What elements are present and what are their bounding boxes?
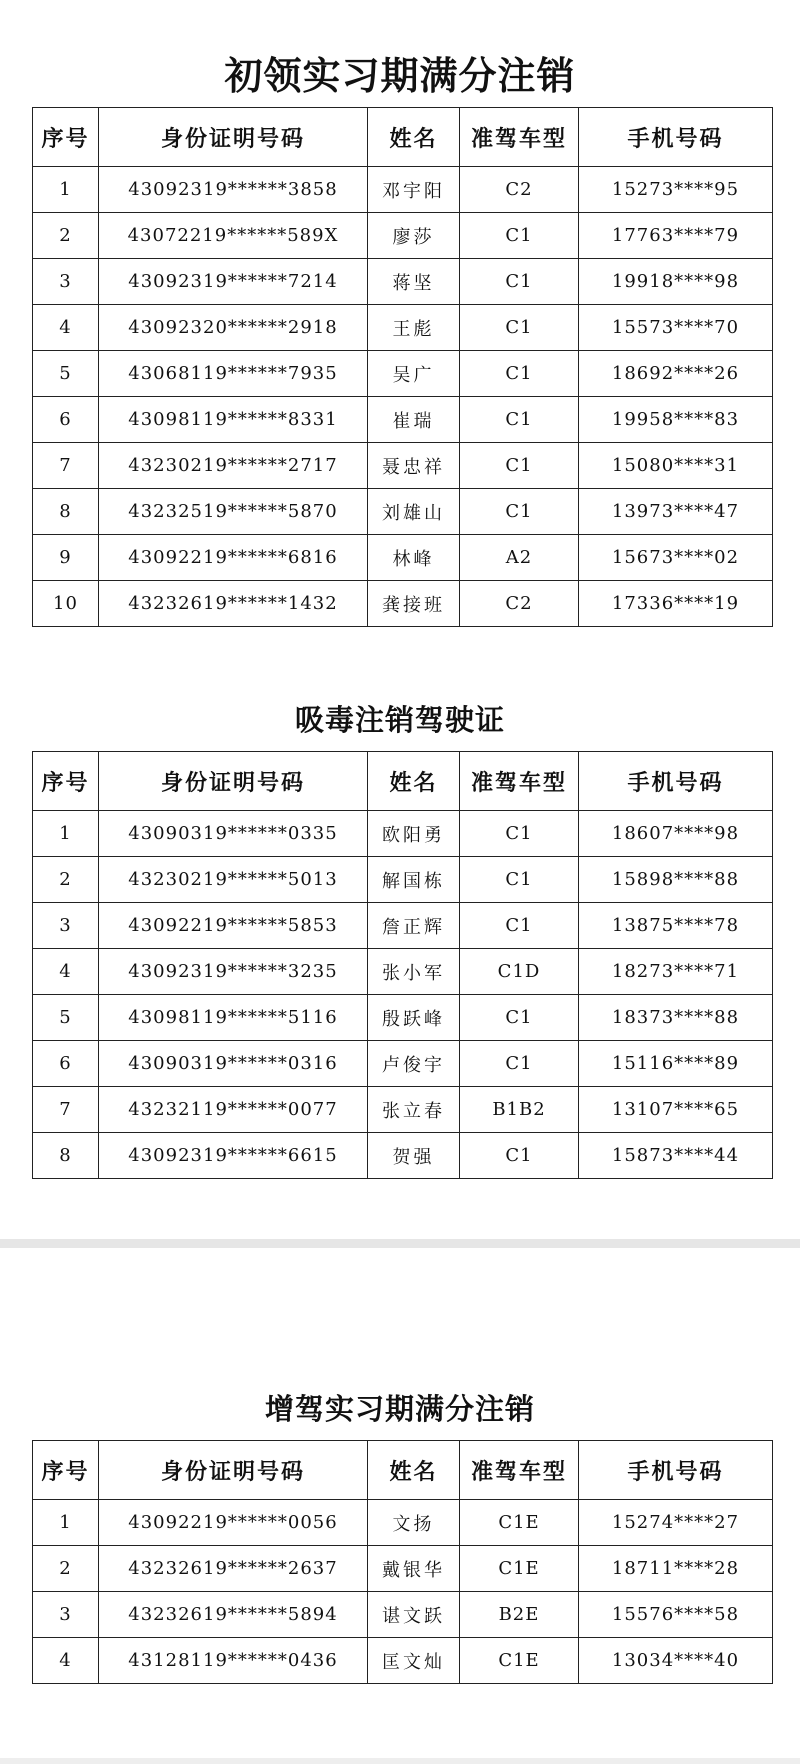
cell-phone: 18373****88	[579, 995, 773, 1041]
cell-phone: 19918****98	[579, 259, 773, 305]
cell-license-class: C1E	[460, 1546, 579, 1592]
table-header-row	[33, 1441, 773, 1500]
header-name: 姓名	[368, 1441, 460, 1500]
header-phone: 手机号码	[579, 1441, 773, 1500]
cell-license-class: C1	[460, 397, 579, 443]
cell-name: 龚接班	[368, 581, 460, 627]
cell-phone: 15116****89	[579, 1041, 773, 1087]
cell-id-number: 43232619******1432	[99, 581, 368, 627]
cell-index: 9	[33, 535, 99, 581]
cell-phone: 13973****47	[579, 489, 773, 535]
cell-phone: 13107****65	[579, 1087, 773, 1133]
cell-id-number: 43092319******7214	[99, 259, 368, 305]
table-row	[33, 167, 773, 213]
cell-id-number: 43068119******7935	[99, 351, 368, 397]
cell-phone: 13875****78	[579, 903, 773, 949]
header-phone: 手机号码	[579, 108, 773, 167]
cell-license-class: B1B2	[460, 1087, 579, 1133]
cell-name: 吴广	[368, 351, 460, 397]
cell-phone: 17763****79	[579, 213, 773, 259]
cell-id-number: 43092319******6615	[99, 1133, 368, 1179]
cell-license-class: C1	[460, 1041, 579, 1087]
cell-phone: 15273****95	[579, 167, 773, 213]
table-row	[33, 1638, 773, 1684]
header-id-number: 身份证明号码	[99, 108, 368, 167]
cell-name: 解国栋	[368, 857, 460, 903]
cell-phone: 15080****31	[579, 443, 773, 489]
header-phone: 手机号码	[579, 752, 773, 811]
header-id-number: 身份证明号码	[99, 1441, 368, 1500]
cell-id-number: 43090319******0335	[99, 811, 368, 857]
cell-license-class: B2E	[460, 1592, 579, 1638]
cell-license-class: C2	[460, 167, 579, 213]
header-name: 姓名	[368, 752, 460, 811]
cell-index: 8	[33, 1133, 99, 1179]
cell-name: 贺强	[368, 1133, 460, 1179]
cell-license-class: C1	[460, 305, 579, 351]
cell-license-class: C1	[460, 489, 579, 535]
table-row	[33, 489, 773, 535]
cell-name: 殷跃峰	[368, 995, 460, 1041]
table-row	[33, 397, 773, 443]
table-row	[33, 811, 773, 857]
cell-index: 1	[33, 1500, 99, 1546]
cell-license-class: C1	[460, 857, 579, 903]
cell-index: 2	[33, 857, 99, 903]
cell-id-number: 43092219******6816	[99, 535, 368, 581]
header-id-number: 身份证明号码	[99, 752, 368, 811]
cell-name: 聂忠祥	[368, 443, 460, 489]
header-name: 姓名	[368, 108, 460, 167]
table-body	[33, 1500, 773, 1684]
page-divider	[0, 1239, 800, 1248]
table-row	[33, 857, 773, 903]
cell-phone: 15576****58	[579, 1592, 773, 1638]
cell-name: 戴银华	[368, 1546, 460, 1592]
table-row	[33, 1546, 773, 1592]
table-row	[33, 995, 773, 1041]
cell-index: 2	[33, 1546, 99, 1592]
table-row	[33, 259, 773, 305]
page-divider-bottom	[0, 1758, 800, 1764]
header-index: 序号	[33, 108, 99, 167]
cell-id-number: 43092219******0056	[99, 1500, 368, 1546]
cell-id-number: 43232619******5894	[99, 1592, 368, 1638]
cell-index: 2	[33, 213, 99, 259]
cell-id-number: 43090319******0316	[99, 1041, 368, 1087]
cell-phone: 17336****19	[579, 581, 773, 627]
cell-name: 林峰	[368, 535, 460, 581]
cell-index: 5	[33, 351, 99, 397]
cell-phone: 15573****70	[579, 305, 773, 351]
cell-id-number: 43230219******5013	[99, 857, 368, 903]
cell-license-class: C1	[460, 259, 579, 305]
cell-name: 邓宇阳	[368, 167, 460, 213]
header-license-class: 准驾车型	[460, 108, 579, 167]
cell-index: 3	[33, 259, 99, 305]
cell-index: 6	[33, 1041, 99, 1087]
cell-id-number: 43092319******3858	[99, 167, 368, 213]
table-row	[33, 305, 773, 351]
cell-name: 廖莎	[368, 213, 460, 259]
cell-id-number: 43230219******2717	[99, 443, 368, 489]
cell-index: 7	[33, 1087, 99, 1133]
cell-id-number: 43232119******0077	[99, 1087, 368, 1133]
table-row	[33, 903, 773, 949]
cell-name: 张小军	[368, 949, 460, 995]
cell-name: 匡文灿	[368, 1638, 460, 1684]
cell-name: 谌文跃	[368, 1592, 460, 1638]
cell-phone: 15274****27	[579, 1500, 773, 1546]
cell-phone: 18692****26	[579, 351, 773, 397]
cell-phone: 15673****02	[579, 535, 773, 581]
cell-index: 10	[33, 581, 99, 627]
cell-name: 崔瑞	[368, 397, 460, 443]
cell-id-number: 43092219******5853	[99, 903, 368, 949]
cell-index: 6	[33, 397, 99, 443]
cell-name: 欧阳勇	[368, 811, 460, 857]
cell-phone: 18273****71	[579, 949, 773, 995]
cancellation-table	[32, 751, 773, 1179]
table-body	[33, 167, 773, 627]
table-row	[33, 535, 773, 581]
table-row	[33, 949, 773, 995]
table-row	[33, 1592, 773, 1638]
table-row	[33, 1041, 773, 1087]
cell-license-class: C1D	[460, 949, 579, 995]
cell-index: 4	[33, 949, 99, 995]
cell-license-class: C1	[460, 443, 579, 489]
cell-id-number: 43232619******2637	[99, 1546, 368, 1592]
cell-id-number: 43092320******2918	[99, 305, 368, 351]
table-row	[33, 443, 773, 489]
cell-index: 5	[33, 995, 99, 1041]
table-row	[33, 213, 773, 259]
cell-license-class: C1E	[460, 1638, 579, 1684]
cell-license-class: C2	[460, 581, 579, 627]
cell-index: 8	[33, 489, 99, 535]
cell-license-class: C1	[460, 903, 579, 949]
cancellation-table	[32, 1440, 773, 1684]
cell-phone: 13034****40	[579, 1638, 773, 1684]
cell-id-number: 43098119******5116	[99, 995, 368, 1041]
cell-index: 1	[33, 167, 99, 213]
section-title: 初领实习期满分注销	[224, 53, 576, 98]
cell-name: 卢俊宇	[368, 1041, 460, 1087]
cell-name: 蒋坚	[368, 259, 460, 305]
cell-name: 文扬	[368, 1500, 460, 1546]
cell-index: 7	[33, 443, 99, 489]
cell-license-class: A2	[460, 535, 579, 581]
table-header-row	[33, 108, 773, 167]
cell-license-class: C1	[460, 811, 579, 857]
cell-phone: 15898****88	[579, 857, 773, 903]
cell-index: 3	[33, 903, 99, 949]
cell-license-class: C1	[460, 351, 579, 397]
cell-index: 3	[33, 1592, 99, 1638]
section-title: 增驾实习期满分注销	[264, 1392, 535, 1426]
cell-phone: 19958****83	[579, 397, 773, 443]
cell-id-number: 43092319******3235	[99, 949, 368, 995]
table-row	[33, 1133, 773, 1179]
cell-index: 1	[33, 811, 99, 857]
cell-id-number: 43072219******589X	[99, 213, 368, 259]
cancellation-table	[32, 107, 773, 627]
cell-name: 张立春	[368, 1087, 460, 1133]
section-title: 吸毒注销驾驶证	[294, 703, 505, 737]
cell-license-class: C1	[460, 213, 579, 259]
header-index: 序号	[33, 1441, 99, 1500]
cell-phone: 15873****44	[579, 1133, 773, 1179]
cell-id-number: 43098119******8331	[99, 397, 368, 443]
table-header-row	[33, 752, 773, 811]
table-row	[33, 1500, 773, 1546]
cell-license-class: C1E	[460, 1500, 579, 1546]
cell-phone: 18711****28	[579, 1546, 773, 1592]
cell-name: 刘雄山	[368, 489, 460, 535]
cell-license-class: C1	[460, 1133, 579, 1179]
table-row	[33, 351, 773, 397]
cell-name: 王彪	[368, 305, 460, 351]
cell-phone: 18607****98	[579, 811, 773, 857]
header-license-class: 准驾车型	[460, 752, 579, 811]
cell-index: 4	[33, 1638, 99, 1684]
cell-license-class: C1	[460, 995, 579, 1041]
table-row	[33, 581, 773, 627]
table-body	[33, 811, 773, 1179]
cell-name: 詹正辉	[368, 903, 460, 949]
table-row	[33, 1087, 773, 1133]
cell-id-number: 43128119******0436	[99, 1638, 368, 1684]
cell-id-number: 43232519******5870	[99, 489, 368, 535]
header-license-class: 准驾车型	[460, 1441, 579, 1500]
header-index: 序号	[33, 752, 99, 811]
cell-index: 4	[33, 305, 99, 351]
